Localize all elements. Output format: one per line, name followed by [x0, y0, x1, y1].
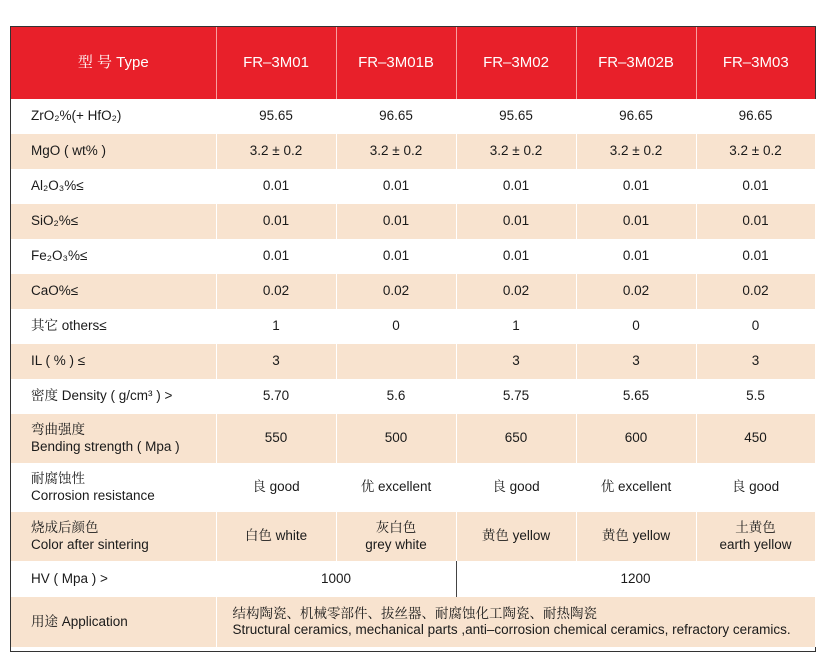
model-header: FR–3M02	[456, 27, 576, 99]
cell-value: 0.01	[216, 204, 336, 239]
header-row	[11, 27, 815, 99]
row-label: 其它 others≤	[11, 309, 216, 344]
row-label: ZrO₂%(+ HfO₂)	[11, 99, 216, 134]
cell-value-en: earth yellow	[719, 536, 792, 552]
cell-value: 600	[576, 414, 696, 463]
cell-value: 3.2 ± 0.2	[696, 134, 815, 169]
row-label: IL ( % ) ≤	[11, 344, 216, 379]
cell-value: 5.65	[576, 379, 696, 414]
application-cn: 结构陶瓷、机械零部件、拔丝器、耐腐蚀化工陶瓷、耐热陶瓷	[232, 605, 597, 621]
cell-value: 3	[696, 344, 815, 379]
cell-value-cn: 灰白色	[375, 520, 417, 536]
cell-value: 0.01	[336, 169, 456, 204]
row-density	[11, 379, 815, 414]
cell-value: 3	[216, 344, 336, 379]
cell-value: 650	[456, 414, 576, 463]
cell-value: 黄色 yellow	[456, 512, 576, 561]
cell-value: 白色 white	[216, 512, 336, 561]
row-corrosion	[11, 463, 815, 512]
cell-value	[696, 512, 815, 561]
cell-value: 0.01	[456, 204, 576, 239]
row-color	[11, 512, 815, 561]
cell-value: 0.02	[576, 274, 696, 309]
cell-value: 0	[336, 309, 456, 344]
cell-value: 1000	[216, 561, 456, 597]
cell-value: 5.5	[696, 379, 815, 414]
cell-value: 良 good	[456, 463, 576, 512]
row-label-en: Bending strength ( Mpa )	[31, 438, 180, 454]
row-hv	[11, 561, 815, 597]
row-application	[11, 597, 815, 647]
row-sio2	[11, 204, 815, 239]
cell-value: 0.01	[456, 239, 576, 274]
row-label: HV ( Mpa ) >	[11, 561, 216, 597]
cell-value: 550	[216, 414, 336, 463]
cell-value: 0.02	[216, 274, 336, 309]
cell-value: 0	[576, 309, 696, 344]
row-label	[11, 463, 216, 512]
row-others	[11, 309, 815, 344]
spec-table	[11, 27, 816, 647]
cell-value: 96.65	[576, 99, 696, 134]
row-zro2	[11, 99, 815, 134]
row-label-cn: 耐腐蚀性	[31, 471, 85, 487]
cell-value	[336, 512, 456, 561]
model-header: FR–3M01	[216, 27, 336, 99]
row-label	[11, 414, 216, 463]
row-mgo	[11, 134, 815, 169]
row-label: 用途 Application	[11, 597, 216, 647]
cell-value: 3.2 ± 0.2	[336, 134, 456, 169]
cell-value: 3.2 ± 0.2	[216, 134, 336, 169]
cell-value: 5.6	[336, 379, 456, 414]
cell-value: 95.65	[216, 99, 336, 134]
cell-value: 1200	[456, 561, 815, 597]
row-label: MgO ( wt% )	[11, 134, 216, 169]
cell-value: 黄色 yellow	[576, 512, 696, 561]
cell-value: 0.01	[696, 169, 815, 204]
cell-value: 3	[576, 344, 696, 379]
cell-value: 5.70	[216, 379, 336, 414]
cell-value: 0.01	[576, 239, 696, 274]
row-label: Al₂O₃%≤	[11, 169, 216, 204]
cell-value: 3	[456, 344, 576, 379]
cell-value: 0.01	[576, 169, 696, 204]
row-label: SiO₂%≤	[11, 204, 216, 239]
cell-value: 0.01	[696, 239, 815, 274]
cell-value: 450	[696, 414, 815, 463]
row-label	[11, 512, 216, 561]
cell-value: 3.2 ± 0.2	[456, 134, 576, 169]
application-text	[216, 597, 815, 647]
cell-value: 1	[456, 309, 576, 344]
cell-value: 5.75	[456, 379, 576, 414]
cell-value: 95.65	[456, 99, 576, 134]
row-label: 密度 Density ( g/cm³ ) >	[11, 379, 216, 414]
cell-value: 0.01	[216, 169, 336, 204]
row-fe2o3	[11, 239, 815, 274]
model-header: FR–3M02B	[576, 27, 696, 99]
row-label-en: Color after sintering	[31, 536, 149, 552]
cell-value: 0	[696, 309, 815, 344]
cell-value: 0.01	[336, 204, 456, 239]
cell-value: 500	[336, 414, 456, 463]
cell-value: 0.01	[696, 204, 815, 239]
cell-value: 良 good	[216, 463, 336, 512]
row-label-cn: 烧成后颜色	[31, 520, 99, 536]
model-header: FR–3M01B	[336, 27, 456, 99]
row-label: CaO%≤	[11, 274, 216, 309]
cell-value: 0.02	[336, 274, 456, 309]
model-header: FR–3M03	[696, 27, 815, 99]
row-label: Fe₂O₃%≤	[11, 239, 216, 274]
cell-value: 优 excellent	[576, 463, 696, 512]
cell-value: 1	[216, 309, 336, 344]
cell-value: 0.01	[336, 239, 456, 274]
row-label-en: Corrosion resistance	[31, 487, 155, 503]
cell-value: 0.02	[696, 274, 815, 309]
row-cao	[11, 274, 815, 309]
cell-value: 0.01	[456, 169, 576, 204]
row-label-cn: 弯曲强度	[31, 422, 85, 438]
cell-value: 0.02	[456, 274, 576, 309]
row-bending	[11, 414, 815, 463]
cell-value: 96.65	[336, 99, 456, 134]
cell-value-en: grey white	[365, 536, 427, 552]
cell-value-cn: 土黄色	[735, 520, 776, 536]
cell-value: 0.01	[216, 239, 336, 274]
cell-value: 96.65	[696, 99, 815, 134]
type-header: 型 号 Type	[11, 27, 216, 99]
application-en: Structural ceramics, mechanical parts ,anti–corrosion chemical ceramics, refractory ceramics.	[232, 622, 791, 637]
cell-value	[336, 344, 456, 379]
row-il	[11, 344, 815, 379]
cell-value: 0.01	[576, 204, 696, 239]
cell-value: 良 good	[696, 463, 815, 512]
cell-value: 优 excellent	[336, 463, 456, 512]
row-al2o3	[11, 169, 815, 204]
cell-value: 3.2 ± 0.2	[576, 134, 696, 169]
